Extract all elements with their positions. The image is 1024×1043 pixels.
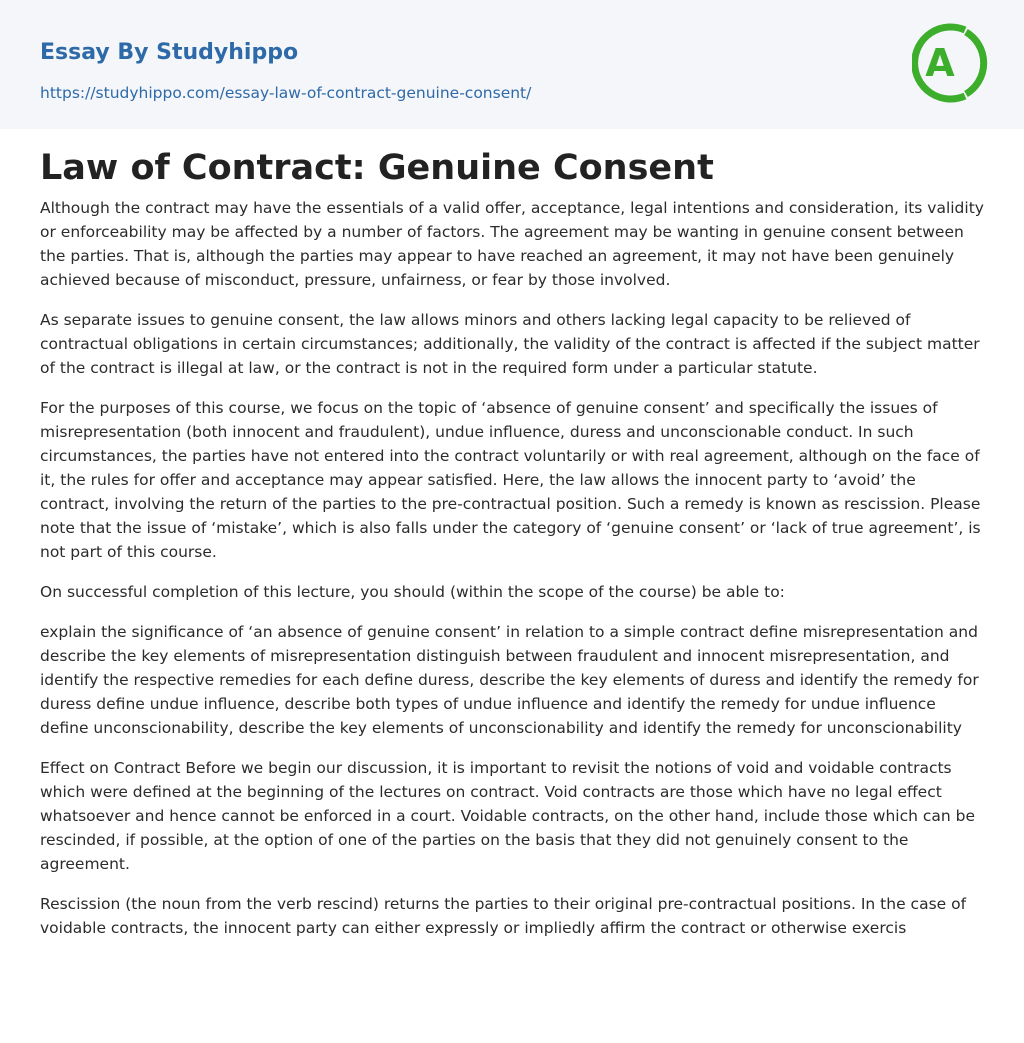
article-paragraph-6: Effect on Contract Before we begin our discussion, it is important to revisit the notions of void and voidable contracts which were defined at the beginning of the lectures on contract. Void contracts are those which have no legal effect whatsoever and hence cannot be enforced in a court. Voidable contracts, on the other hand, include those which can be rescinded, if possible, at the option of one of the parties on the basis that they did not genuinely consent to the agreement. xyxy=(40,759,975,873)
studyhippo-logo-icon[interactable] xyxy=(912,18,988,108)
article xyxy=(40,146,984,940)
article-paragraph-5: explain the significance of ‘an absence of genuine consent’ in relation to a simple contract define misrepresentation and describe the key elements of misrepresentation distinguish between fraudulent and innocent misrepresentation, and identify the respective remedies for each define duress, describe the key elements of duress and identify the remedy for duress define undue influence, describe both types of undue influence and identify the remedy for undue influence define unconscionability, describe the key elements of unconscionability and identify the remedy for unconscionability xyxy=(40,623,979,737)
site-brand[interactable]: Essay By Studyhippo xyxy=(40,40,299,65)
article-paragraph-4: On successful completion of this lecture, you should (within the scope of the course) be able to: xyxy=(40,583,785,601)
article-title: Law of Contract: Genuine Consent xyxy=(40,148,714,188)
article-paragraph-7: Rescission (the noun from the verb rescind) returns the parties to their original pre-contractual positions. In the case of voidable contracts, the innocent party can either expressly or impliedly affirm the contract or otherwise exercis xyxy=(40,895,967,937)
essay-url-link[interactable]: https://studyhippo.com/essay-law-of-contract-genuine-consent/ xyxy=(40,84,532,102)
article-paragraph-3: For the purposes of this course, we focus on the topic of ‘absence of genuine consent’ and specifically the issues of misrepresentation (both innocent and fraudulent), undue influence, duress and unconscionable conduct. In such circumstances, the parties have not entered into the contract voluntarily or with real agreement, although on the face of it, the rules for offer and acceptance may appear satisfied. Here, the law allows the innocent party to ‘avoid’ the contract, involving the return of the parties to the pre-contractual position. Such a remedy is known as rescission. Please note that the issue of ‘mistake’, which is also falls under the category of ‘genuine consent’ or ‘lack of true agreement’, is not part of this course. xyxy=(40,399,981,561)
site-header xyxy=(0,0,1024,129)
article-paragraph-1: Although the contract may have the essentials of a valid offer, acceptance, legal intentions and consideration, its validity or enforceability may be affected by a number of factors. The agreement may be wanting in genuine consent between the parties. That is, although the parties may appear to have reached an agreement, it may not have been genuinely achieved because of misconduct, pressure, unfairness, or fear by those involved. xyxy=(40,199,984,289)
article-paragraph-2: As separate issues to genuine consent, the law allows minors and others lacking legal capacity to be relieved of contractual obligations in certain circumstances; additionally, the validity of the contract is affected if the subject matter of the contract is illegal at law, or the contract is not in the required form under a particular statute. xyxy=(40,311,980,377)
logo-letter: A xyxy=(925,41,955,85)
